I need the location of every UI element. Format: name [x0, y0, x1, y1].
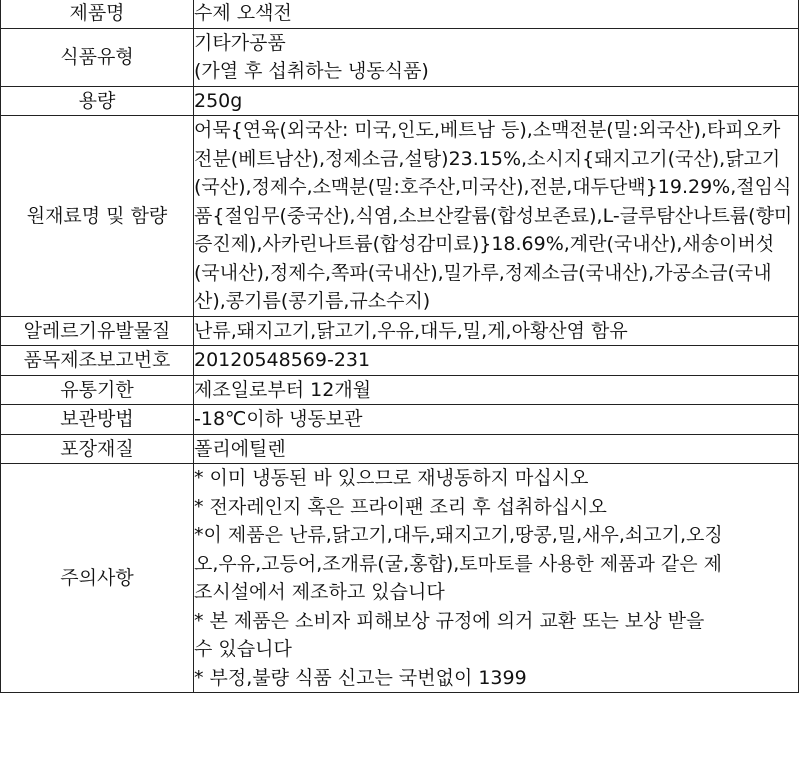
- row-food-type: [1, 28, 799, 86]
- label-product-name: 제품명: [1, 0, 194, 28]
- row-packaging: [1, 434, 799, 464]
- row-allergens: [1, 316, 799, 346]
- value-line: 제조일로부터 12개월: [194, 378, 372, 401]
- value-line: 난류,돼지고기,닭고기,우유,대두,밀,게,아황산염 함유: [194, 319, 628, 342]
- label-storage: 보관방법: [1, 405, 194, 435]
- row-storage: [1, 405, 799, 435]
- value-expiry: [194, 375, 799, 405]
- value-line: 수제 오색전: [194, 2, 292, 24]
- value-packaging: [194, 434, 799, 464]
- value-storage: [194, 405, 799, 435]
- caution-line: * 본 제품은 소비자 피해보상 규정에 의거 교환 또는 보상 받을: [194, 609, 705, 632]
- label-cautions: 주의사항: [1, 464, 194, 693]
- value-volume: [194, 86, 799, 116]
- caution-line: 오,우유,고등어,조개류(굴,홍합),토마토를 사용한 제품과 같은 제: [194, 552, 723, 575]
- value-product-name: [194, 0, 799, 28]
- value-line: -18℃이하 냉동보관: [194, 408, 363, 430]
- label-expiry: 유통기한: [1, 375, 194, 405]
- value-report-number: [194, 346, 799, 376]
- value-food-type: [194, 28, 799, 86]
- caution-line: * 부정,불량 식품 신고는 국번없이 1399: [194, 666, 527, 689]
- label-allergens: 알레르기유발물질: [1, 316, 194, 346]
- row-volume: [1, 86, 799, 116]
- label-report-number: 품목제조보고번호: [1, 346, 194, 376]
- label-packaging: 포장재질: [1, 434, 194, 464]
- row-cautions: [1, 464, 799, 693]
- caution-line: * 전자레인지 혹은 프라이팬 조리 후 섭취하십시오: [194, 495, 607, 518]
- caution-line: *이 제품은 난류,닭고기,대두,돼지고기,땅콩,밀,새우,쇠고기,오징: [194, 524, 723, 546]
- value-ingredients: 어묵{연육(외국산: 미국,인도,베트남 등),소맥전분(밀:외국산),타피오카전분(베트남산),정제소금,설탕)23.15%,소시지{돼지고기(국산),닭고기(국산),정제수,소맥분(밀:호주산,미국산),전분,대두단백}19.29%,절임식품{절임무(중국산),식염,소브산칼륨(합성보존료),L-글루탐산나트륨(향미증진제),사카린나트륨(합성감미료)}18.69%,계란(국내산),새송이버섯(국내산),정제수,쪽파(국내산),밀가루,정제소금(국내산),가공소금(국내산),콩기름(콩기름,규소수지): [194, 116, 799, 317]
- value-cautions: [194, 464, 799, 693]
- value-allergens: [194, 316, 799, 346]
- value-line: 기타가공품: [194, 31, 286, 54]
- caution-line: * 이미 냉동된 바 있으므로 재냉동하지 마십시오: [194, 467, 589, 489]
- value-line: 폴리에틸렌: [194, 437, 286, 460]
- caution-line: 수 있습니다: [194, 638, 292, 660]
- label-food-type: 식품유형: [1, 28, 194, 86]
- value-line: 20120548569-231: [194, 349, 371, 371]
- label-ingredients: 원재료명 및 함량: [1, 116, 194, 317]
- row-report-number: [1, 346, 799, 376]
- label-volume: 용량: [1, 86, 194, 116]
- caution-line: 조시설에서 제조하고 있습니다: [194, 581, 445, 603]
- row-product-name: [1, 0, 799, 28]
- row-ingredients: [1, 116, 799, 317]
- row-expiry: [1, 375, 799, 405]
- value-line: (가열 후 섭취하는 냉동식품): [194, 60, 429, 82]
- value-line: 250g: [194, 89, 243, 112]
